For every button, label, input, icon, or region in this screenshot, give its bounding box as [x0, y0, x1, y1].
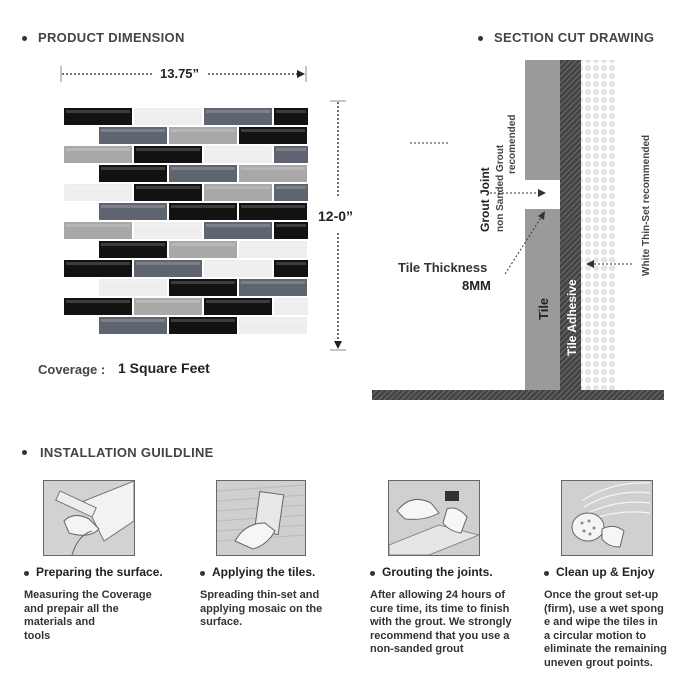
mosaic-tile-image: [64, 108, 308, 338]
height-dimension-line: [328, 98, 348, 354]
mosaic-tile-highlight: [276, 224, 306, 227]
step-4-illustration: [561, 480, 653, 556]
text-line: Measuring the Coverage: [24, 589, 152, 601]
tile-thickness-value: 8MM: [462, 278, 491, 293]
text-line: materials and: [24, 616, 95, 628]
grout-note-label: non Sanded Grout: [495, 144, 506, 232]
bullet-icon: [370, 571, 375, 576]
section-cut-heading: SECTION CUT DRAWING: [494, 30, 655, 45]
text-line: uneven grout points.: [544, 656, 653, 669]
mosaic-tile-highlight: [171, 129, 235, 132]
step-4-title: Clean up & Enjoy: [556, 565, 655, 579]
grout-joint-label: Grout Joint: [478, 167, 492, 232]
text-line: Once the grout set-up: [544, 589, 659, 601]
text-line: applying mosaic on the: [200, 602, 323, 615]
mosaic-tile-highlight: [66, 300, 130, 303]
bullet-icon: [22, 36, 27, 41]
step-4-text: [544, 589, 694, 670]
mosaic-tile-highlight: [66, 110, 130, 113]
step-3-text: [370, 589, 535, 657]
bullet-icon: [544, 571, 549, 576]
mosaic-tile-highlight: [101, 167, 165, 170]
mosaic-tile-highlight: [276, 186, 306, 189]
mosaic-tile-highlight: [241, 129, 305, 132]
text-line: e and wipe the tiles in: [544, 616, 658, 628]
step-1-illustration: [43, 480, 135, 556]
grout-note2-label: recomended: [507, 114, 518, 174]
mosaic-tile-highlight: [66, 186, 130, 189]
measuring-surface-icon: [44, 481, 134, 555]
step-3-title: Grouting the joints.: [382, 565, 493, 579]
width-value: 13.75”: [160, 66, 200, 81]
tile-label: Tile: [536, 297, 551, 320]
mosaic-tile-highlight: [101, 281, 165, 284]
step-2-text: [200, 589, 360, 630]
grout-float-icon: [389, 481, 479, 555]
mosaic-tile-highlight: [276, 148, 306, 151]
mosaic-tile-highlight: [241, 243, 305, 246]
mosaic-tile-highlight: [171, 205, 235, 208]
mosaic-tile-highlight: [276, 262, 306, 265]
bullet-icon: [200, 571, 205, 576]
mosaic-tile-highlight: [241, 281, 305, 284]
mosaic-tile-highlight: [101, 129, 165, 132]
coverage-value: 1 Square Feet: [118, 360, 210, 376]
bullet-icon: [22, 450, 27, 455]
text-line: (firm), use a wet spong: [544, 602, 664, 615]
step-2-title: Applying the tiles.: [212, 565, 316, 579]
mosaic-tile-highlight: [136, 148, 200, 151]
mosaic-tile-highlight: [276, 300, 306, 303]
white-thin-set-label: White Thin-Set recommended: [641, 134, 652, 276]
text-line: a circular motion to: [544, 629, 647, 642]
text-line: surface.: [200, 616, 243, 628]
text-line: eliminate the remaining: [544, 643, 667, 655]
mosaic-tile-highlight: [136, 300, 200, 303]
mosaic-tile-highlight: [136, 224, 200, 227]
mosaic-tile-highlight: [171, 167, 235, 170]
mosaic-tile-highlight: [101, 205, 165, 208]
mosaic-tile-highlight: [66, 148, 130, 151]
step-2-illustration: [216, 480, 306, 556]
trowel-icon: [217, 481, 305, 555]
mosaic-tile-highlight: [171, 281, 235, 284]
mosaic-tile-highlight: [241, 167, 305, 170]
step-1-text: [24, 589, 184, 643]
coverage-label: Coverage :: [38, 362, 106, 377]
mosaic-tile-highlight: [171, 243, 235, 246]
bullet-icon: [24, 571, 29, 576]
text-line: non-sanded grout: [370, 643, 464, 655]
mosaic-tile-highlight: [66, 224, 130, 227]
text-line: with the grout. We strongly: [370, 616, 512, 628]
sponge-cleanup-icon: [562, 481, 652, 555]
step-1-title: Preparing the surface.: [36, 565, 163, 579]
mosaic-tile-highlight: [136, 110, 200, 113]
mosaic-tile-highlight: [101, 319, 165, 322]
mosaic-tile-highlight: [171, 319, 235, 322]
tile-adhesive-label: Tile Adhesive: [565, 279, 579, 356]
text-line: tools: [24, 629, 51, 642]
mosaic-tile-highlight: [206, 148, 270, 151]
mosaic-tile-highlight: [101, 243, 165, 246]
mosaic-tile-highlight: [136, 262, 200, 265]
text-line: cure time, its time to finish: [370, 602, 510, 615]
tile-thickness-label: Tile Thickness: [398, 260, 488, 275]
mosaic-tile-highlight: [241, 319, 305, 322]
text-line: After allowing 24 hours of: [370, 589, 506, 601]
mosaic-tile-highlight: [276, 110, 306, 113]
mosaic-tile-highlight: [206, 224, 270, 227]
mosaic-tile-highlight: [136, 186, 200, 189]
mosaic-tile-highlight: [241, 205, 305, 208]
text-line: and prepair all the: [24, 602, 119, 615]
bullet-icon: [478, 36, 483, 41]
installation-heading: INSTALLATION GUILDLINE: [40, 445, 214, 460]
section-cut-diagram: [360, 56, 680, 406]
step-3-illustration: [388, 480, 480, 556]
height-value: 12-0”: [318, 208, 354, 224]
mosaic-tile-highlight: [206, 110, 270, 113]
mosaic-tile-highlight: [206, 186, 270, 189]
text-line: recommend that you use a: [370, 629, 510, 642]
mosaic-tile-highlight: [66, 262, 130, 265]
product-dimension-heading: PRODUCT DIMENSION: [38, 30, 185, 45]
text-line: Spreading thin-set and: [200, 589, 320, 601]
mosaic-tile-highlight: [206, 300, 270, 303]
mosaic-tile-highlight: [206, 262, 270, 265]
